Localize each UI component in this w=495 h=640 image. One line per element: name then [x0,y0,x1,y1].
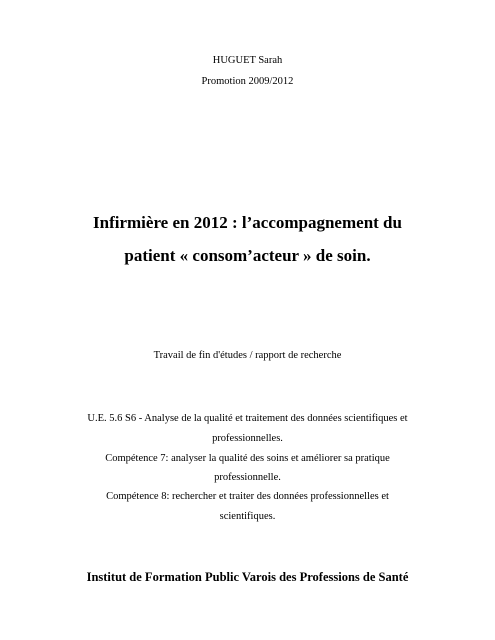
institute-name: Institut de Formation Public Varois des Professions de Santé [86,570,409,584]
document-title-line-2: patient « consom’acteur » de soin. [124,246,371,265]
competence-7-line-2: professionnelle. [214,472,281,483]
document-type: Travail de fin d'études / rapport de recherche [153,350,342,361]
ue-description-line-2: professionnelles. [212,433,283,444]
competence-8-line-1: Compétence 8: rechercher et traiter des données professionnelles et [106,491,389,502]
competence-8-line-2: scientifiques. [219,511,276,522]
author-name: HUGUET Sarah [212,55,283,66]
promotion-year: Promotion 2009/2012 [201,76,294,87]
document-title-line-1: Infirmière en 2012 : l’accompagnement du [93,213,402,232]
ue-description-line-1: U.E. 5.6 S6 - Analyse de la qualité et traitement des données scientifiques et [87,413,408,424]
competence-7-line-1: Compétence 7: analyser la qualité des soins et améliorer sa pratique [105,453,390,464]
